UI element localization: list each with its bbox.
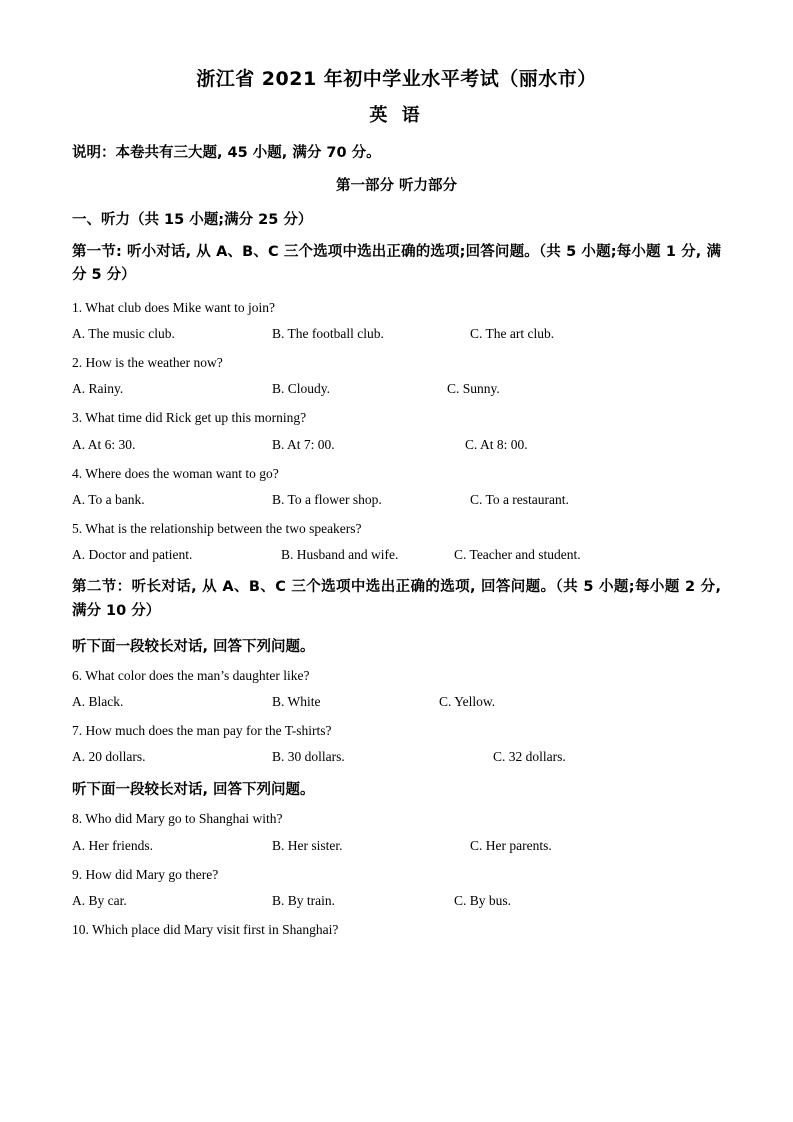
option-a[interactable]: A. At 6: 30.	[72, 436, 136, 452]
option-a[interactable]: A. Her friends.	[72, 837, 153, 853]
subsection-1-heading: 第一节: 听小对话, 从 A、B、C 三个选项中选出正确的选项;回答问题。（共 5 小题;每小题 1 分, 满分 5 分）	[72, 244, 721, 284]
question-text: 8. Who did Mary go to Shanghai with?	[72, 811, 283, 827]
option-row	[72, 437, 721, 454]
page-subtitle: 英 语	[369, 105, 424, 126]
option-b[interactable]: B. To a flower shop.	[272, 491, 382, 507]
section-heading: 一、听力（共 15 小题;满分 25 分）	[72, 212, 313, 228]
question-text: 7. How much does the man pay for the T-shirts?	[72, 723, 332, 739]
option-a[interactable]: A. To a bank.	[72, 491, 145, 507]
option-c[interactable]: C. Sunny.	[447, 381, 500, 397]
option-row	[72, 749, 721, 766]
option-b[interactable]: B. Her sister.	[272, 837, 343, 853]
question-text: 9. How did Mary go there?	[72, 866, 219, 882]
option-row	[72, 326, 721, 343]
option-c[interactable]: C. By bus.	[454, 892, 512, 908]
exam-note: 说明：本卷共有三大题, 45 小题, 满分 70 分。	[72, 145, 381, 161]
option-a[interactable]: A. The music club.	[72, 326, 175, 342]
page-title: 浙江省 2021 年初中学业水平考试（丽水市）	[196, 68, 597, 90]
option-row	[72, 547, 721, 564]
option-b[interactable]: B. The football club.	[272, 326, 384, 342]
option-row	[72, 492, 721, 509]
option-a[interactable]: A. Doctor and patient.	[72, 547, 193, 563]
option-row	[72, 694, 721, 711]
question-text: 3. What time did Rick get up this morning?	[72, 410, 307, 426]
option-b[interactable]: B. 30 dollars.	[272, 749, 345, 765]
option-c[interactable]: C. The art club.	[470, 326, 555, 342]
option-a[interactable]: A. Rainy.	[72, 381, 124, 397]
option-a[interactable]: A. Black.	[72, 694, 124, 710]
option-b[interactable]: B. White	[272, 694, 321, 710]
option-c[interactable]: C. Teacher and student.	[454, 547, 581, 563]
option-c[interactable]: C. Her parents.	[470, 837, 552, 853]
question-text: 2. How is the weather now?	[72, 355, 223, 371]
listening-prompt-1: 听下面一段较长对话, 回答下列问题。	[72, 639, 315, 656]
option-b[interactable]: B. By train.	[272, 892, 335, 908]
question-text: 6. What color does the man’s daughter like?	[72, 668, 310, 684]
option-row	[72, 893, 721, 910]
question-text: 5. What is the relationship between the two speakers?	[72, 520, 362, 536]
listening-prompt-2: 听下面一段较长对话, 回答下列问题。	[72, 782, 315, 799]
option-c[interactable]: C. To a restaurant.	[470, 491, 569, 507]
option-row	[72, 838, 721, 855]
option-c[interactable]: C. 32 dollars.	[493, 749, 566, 765]
option-b[interactable]: B. Cloudy.	[272, 381, 331, 397]
option-c[interactable]: C. Yellow.	[439, 694, 496, 710]
part-heading: 第一部分 听力部分	[335, 178, 458, 194]
question-text: 10. Which place did Mary visit first in Shanghai?	[72, 921, 339, 937]
option-b[interactable]: B. At 7: 00.	[272, 436, 335, 452]
subsection-2-heading: 第二节：听长对话, 从 A、B、C 三个选项中选出正确的选项, 回答问题。（共 5 小题;每小题 2 分, 满分 10 分）	[72, 579, 721, 619]
option-a[interactable]: A. 20 dollars.	[72, 749, 146, 765]
option-row	[72, 381, 721, 398]
option-c[interactable]: C. At 8: 00.	[465, 436, 528, 452]
question-text: 1. What club does Mike want to join?	[72, 299, 275, 315]
option-b[interactable]: B. Husband and wife.	[281, 547, 399, 563]
option-a[interactable]: A. By car.	[72, 892, 127, 908]
question-text: 4. Where does the woman want to go?	[72, 465, 279, 481]
